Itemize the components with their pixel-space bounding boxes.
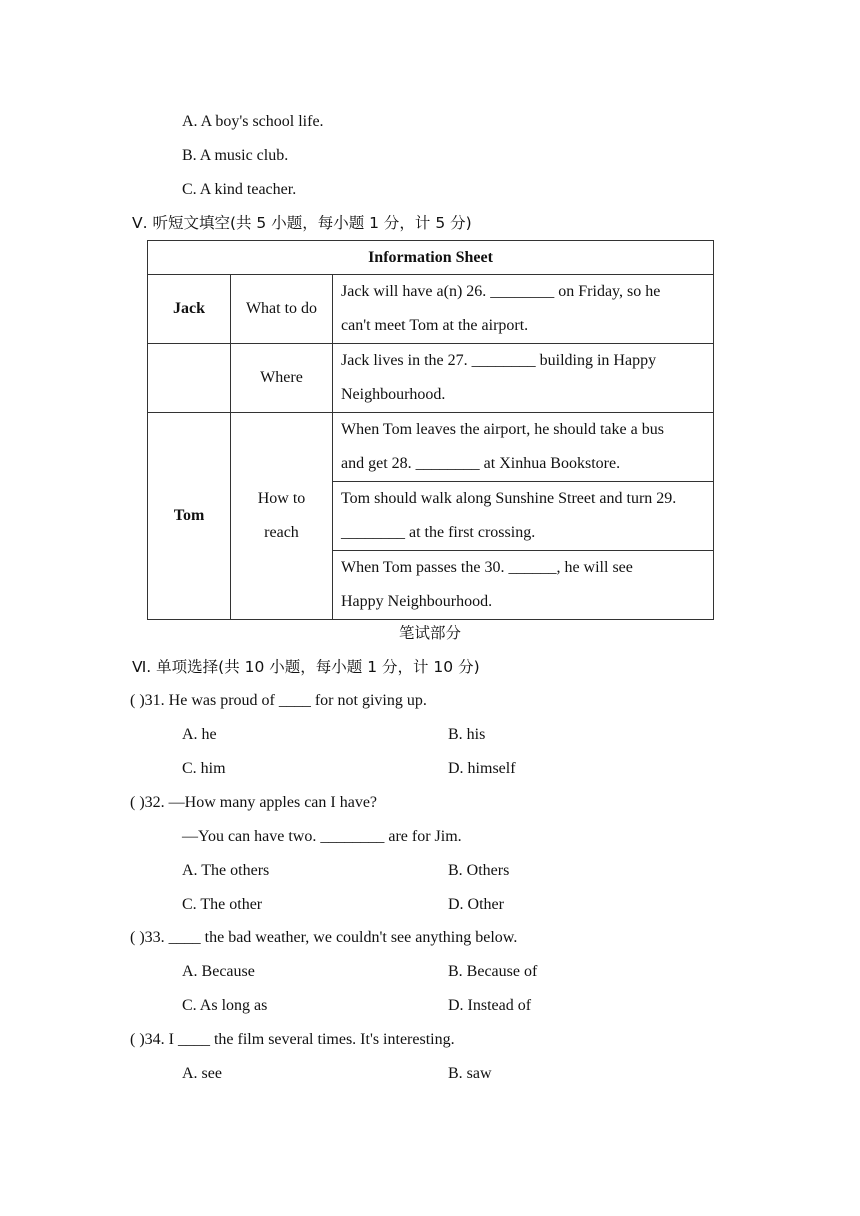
information-sheet-table (147, 240, 714, 620)
reach-label: reach (264, 524, 299, 541)
blank-27-cell (333, 344, 714, 413)
question-32-line2: —You can have two. ________ are for Jim. (182, 828, 462, 845)
blank-26-line1: Jack will have a(n) 26. ________ on Friday, so he (341, 283, 661, 300)
q31-option-b: B. his (448, 726, 486, 743)
how-to-label: How to (257, 490, 306, 507)
question-34: ( )34. I ____ the film several times. It's interesting. (130, 1031, 455, 1048)
q32-option-a: A. The others (182, 862, 270, 879)
q32-option-b: B. Others (448, 862, 510, 879)
how-to-reach-cell (231, 413, 333, 620)
q34-option-b: B. saw (448, 1065, 492, 1082)
section6-title: Ⅵ. 单项选择(共 10 小题，每小题 1 分，计 10 分) (132, 658, 480, 676)
question-31: ( )31. He was proud of ____ for not giving up. (130, 692, 427, 709)
tom-cell: Tom (148, 413, 231, 620)
blank-27-line1: Jack lives in the 27. ________ building in Happy (341, 352, 657, 369)
written-part-heading: 笔试部分 (398, 624, 461, 642)
question-33: ( )33. ____ the bad weather, we couldn't see anything below. (130, 929, 518, 946)
section5-title: Ⅴ. 听短文填空(共 5 小题，每小题 1 分，计 5 分) (132, 214, 472, 232)
q33-option-c: C. As long as (182, 997, 268, 1014)
q32-option-c: C. The other (182, 896, 263, 913)
q33-option-d: D. Instead of (448, 997, 532, 1014)
blank-26-cell (333, 275, 714, 344)
prev-option-c: C. A kind teacher. (182, 181, 297, 198)
blank-30-line2: Happy Neighbourhood. (341, 593, 493, 610)
blank-27-line2: Neighbourhood. (341, 386, 446, 403)
blank-28-line2: and get 28. ________ at Xinhua Bookstore. (341, 455, 621, 472)
blank-29-cell (333, 482, 714, 551)
q31-option-a: A. he (182, 726, 217, 743)
q31-option-d: D. himself (448, 760, 516, 777)
q33-option-a: A. Because (182, 963, 255, 980)
blank-30-line1: When Tom passes the 30. ______, he will see (341, 559, 633, 576)
jack-cell: Jack (148, 275, 231, 344)
what-to-do-cell: What to do (231, 275, 333, 344)
q34-option-a: A. see (182, 1065, 222, 1082)
question-32: ( )32. —How many apples can I have? (130, 794, 378, 811)
q31-option-c: C. him (182, 760, 226, 777)
blank-26-line2: can't meet Tom at the airport. (341, 317, 529, 334)
empty-cell (148, 344, 231, 413)
blank-30-cell (333, 551, 714, 620)
blank-29-line2: ________ at the first crossing. (341, 524, 536, 541)
table-header: Information Sheet (148, 241, 714, 275)
blank-28-cell (333, 413, 714, 482)
blank-28-line1: When Tom leaves the airport, he should take a bus (341, 421, 664, 438)
prev-option-a: A. A boy's school life. (182, 113, 324, 130)
q33-option-b: B. Because of (448, 963, 538, 980)
prev-option-b: B. A music club. (182, 147, 289, 164)
q32-option-d: D. Other (448, 896, 504, 913)
blank-29-line1: Tom should walk along Sunshine Street and turn 29. (341, 490, 677, 507)
where-cell: Where (231, 344, 333, 413)
